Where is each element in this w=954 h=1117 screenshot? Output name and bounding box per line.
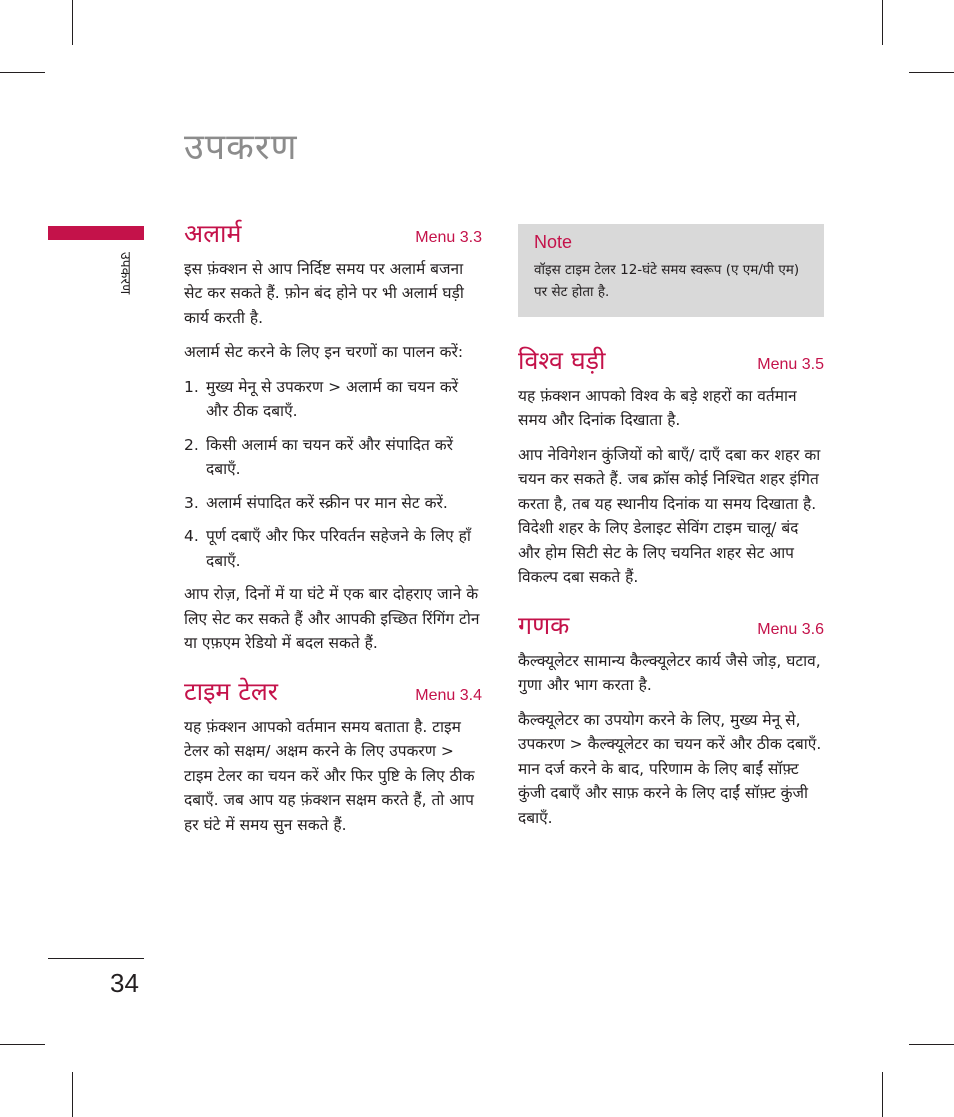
- world-clock-section: [518, 347, 824, 590]
- note-box: [518, 224, 824, 317]
- list-item: 2. किसी अलार्म का चयन करें और संपादित करें दबाएँ.: [184, 435, 453, 479]
- crop-mark: [909, 72, 954, 73]
- crop-mark: [0, 72, 45, 73]
- world-clock-menu-number: Menu 3.5: [757, 355, 824, 373]
- alarm-steps-intro: अलार्म सेट करने के लिए इन चरणों का पालन करें:: [184, 343, 464, 362]
- page-title: उपकरण: [184, 127, 298, 168]
- alarm-intro: इस फ़ंक्शन से आप निर्दिष्ट समय पर अलार्म बजना सेट कर सकते हैं. फ़ोन बंद होने पर भी अलार्म घड़ी कार्य करती है.: [184, 259, 464, 327]
- world-clock-p2: आप नेविगेशन कुंजियों को बाएँ/ दाएँ दबा कर शहर का चयन कर सकते हैं. जब क्रॉस कोई निश्चित शहर इंगित करता है, तब यह स्थानीय दिनांक या समय दिखाता है. विदेशी शहर के लिए डेलाइट सेविंग टाइम चालू/ बंद और होम सिटी सेट के लिए चयनित शहर सेट आप विकल्प दबा सकते हैं.: [518, 445, 821, 587]
- alarm-steps-list: [184, 375, 482, 574]
- calculator-heading: [518, 612, 824, 641]
- time-teller-heading: [184, 678, 482, 707]
- calculator-section: [518, 612, 824, 830]
- crop-mark: [72, 1072, 73, 1117]
- time-teller-section: [184, 678, 482, 837]
- time-teller-title: टाइम टेलर: [184, 676, 279, 706]
- crop-mark: [72, 0, 73, 45]
- alarm-section: [184, 220, 482, 656]
- time-teller-menu-number: Menu 3.4: [415, 686, 482, 704]
- crop-mark: [882, 0, 883, 45]
- right-column: [518, 224, 824, 852]
- calculator-title: गणक: [518, 610, 570, 640]
- side-accent-bar: [48, 226, 144, 240]
- note-title: Note: [534, 232, 573, 252]
- calculator-menu-number: Menu 3.6: [757, 620, 824, 638]
- world-clock-p1: यह फ़ंक्शन आपको विश्व के बड़े शहरों का वर्तमान समय और दिनांक दिखाता है.: [518, 386, 797, 430]
- calculator-p1: कैल्क्यूलेटर सामान्य कैल्क्यूलेटर कार्य जैसे जोड़, घटाव, गुणा और भाग करता है.: [518, 651, 821, 694]
- alarm-title: अलार्म: [184, 219, 242, 248]
- left-column: [184, 220, 482, 859]
- alarm-heading: [184, 220, 482, 249]
- side-chapter-label: उपकरण: [117, 252, 133, 295]
- crop-mark: [909, 1044, 954, 1045]
- page-number-rule: [48, 958, 144, 959]
- alarm-outro: आप रोज़, दिनों में या घंटे में एक बार दोहराए जाने के लिए सेट कर सकते हैं और आपकी इच्छित रिंगिंग टोन या एफ़एम रेडियो में बदल सकते हैं.: [184, 585, 480, 653]
- calculator-p2: कैल्क्यूलेटर का उपयोग करने के लिए, मुख्य मेनू से, उपकरण > कैल्क्यूलेटर का चयन करें और ठीक दबाएँ. मान दर्ज करने के बाद, परिणाम के लिए बाईं सॉफ़्ट कुंजी दबाएँ और साफ़ करने के लिए दाईं सॉफ़्ट कुंजी दबाएँ.: [518, 710, 822, 827]
- crop-mark: [0, 1044, 45, 1045]
- world-clock-heading: [518, 347, 824, 376]
- list-item: 4. पूर्ण दबाएँ और फिर परिवर्तन सहेजने के लिए हाँ दबाएँ.: [184, 527, 471, 570]
- alarm-menu-number: Menu 3.3: [415, 228, 482, 246]
- world-clock-title: विश्व घड़ी: [518, 346, 606, 375]
- crop-mark: [882, 1072, 883, 1117]
- page-number: 34: [110, 968, 139, 998]
- note-text: वॉइस टाइम टेलर 12-घंटे समय स्वरूप (ए एम/पी एम) पर सेट होता है.: [534, 262, 800, 300]
- list-item: 1. मुख्य मेनू से उपकरण > अलार्म का चयन करें और ठीक दबाएँ.: [184, 377, 459, 421]
- list-item: 3. अलार्म संपादित करें स्क्रीन पर मान सेट करें.: [184, 493, 448, 512]
- time-teller-body: यह फ़ंक्शन आपको वर्तमान समय बताता है. टाइम टेलर को सक्षम/ अक्षम करने के लिए उपकरण > टाइम टेलर का चयन करें और फिर पुष्टि के लिए ठीक दबाएँ. जब आप यह फ़ंक्शन सक्षम करते हैं, तो आप हर घंटे में समय सुन सकते हैं.: [184, 717, 475, 834]
